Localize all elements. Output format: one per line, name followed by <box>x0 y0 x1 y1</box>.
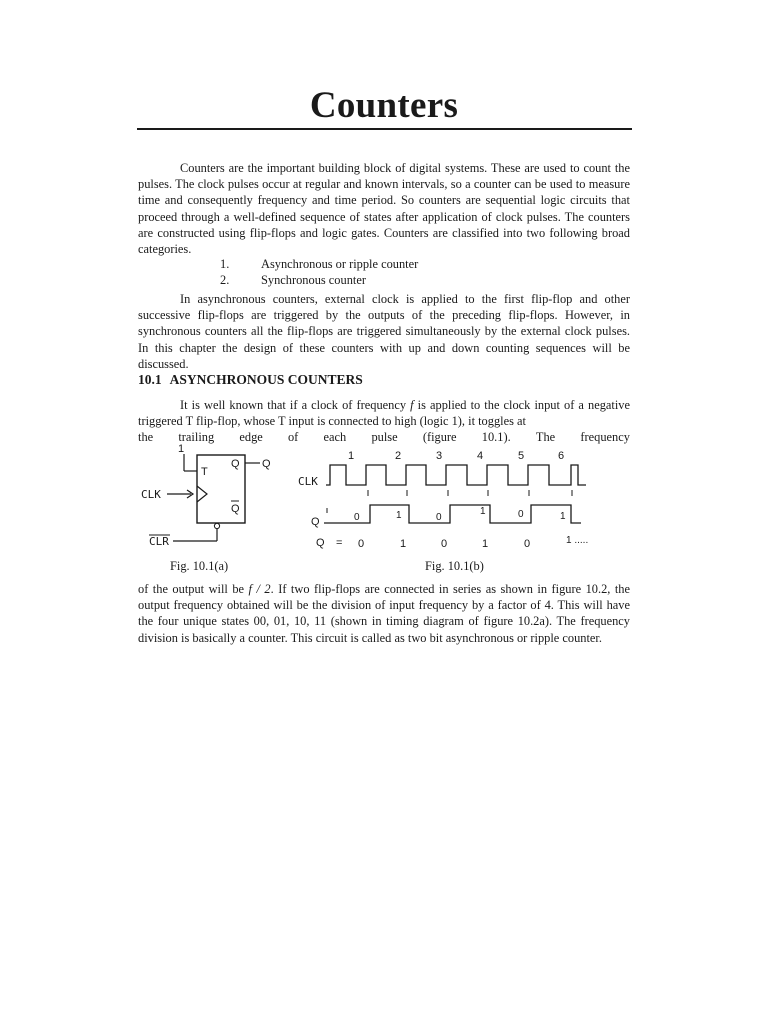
pulse-number: 1 <box>348 450 355 462</box>
fourth-paragraph <box>138 581 630 646</box>
third-paragraph-body <box>138 397 630 429</box>
list-item-label: Synchronous counter <box>261 273 366 287</box>
word: trailing <box>178 430 215 445</box>
word: of <box>287 430 299 445</box>
figure-caption-a: Fig. 10.1(a) <box>170 559 229 573</box>
pulse-number: 4 <box>477 450 484 462</box>
clr-bubble <box>214 523 219 528</box>
figure-caption-b: Fig. 10.1(b) <box>425 559 484 573</box>
q-row-value: 1 <box>400 538 407 550</box>
timing-diagram <box>296 445 596 550</box>
section-number: 10.1 <box>138 372 162 387</box>
q-level: 0 <box>354 512 360 523</box>
q-row-label: Q <box>316 537 325 549</box>
fourth-paragraph-after-f: . If two flip-flops are connected in series as shown in figure 10.2, the output frequency obtained will be the division of input frequency by a factor of 4. This will have the four unique states 00, 01, 10, 11 (shown in timing diagram of figure 10.2a). The frequency division is basically a counter. This circuit is called as two bit asynchronous or ripple counter. <box>138 582 630 645</box>
word: 10.1). <box>481 430 511 445</box>
pulse-number: 6 <box>558 450 565 462</box>
list-item <box>220 256 418 272</box>
word: The <box>535 430 556 445</box>
q-row-value: 1 ..... <box>566 535 589 546</box>
q-level: 0 <box>518 509 524 520</box>
clk-waveform <box>326 465 586 485</box>
third-paragraph-after-f: is applied to the clock input of a negative triggered T flip-flop, whose T input is connected to high (logic 1), it toggles at <box>138 398 630 429</box>
clr-label: CLR <box>149 535 169 548</box>
word: edge <box>239 430 263 445</box>
third-paragraph-before-f: It is well known that if a clock of frequency <box>180 398 407 412</box>
word: frequency <box>580 430 630 445</box>
list-item <box>220 272 418 288</box>
word: each <box>323 430 347 445</box>
clock-edge-symbol <box>197 486 207 502</box>
q-level: 1 <box>560 511 566 522</box>
q-pin-label: Q <box>231 458 240 470</box>
q-output-label: Q <box>262 458 271 470</box>
fourth-paragraph-before-f: of the output will be <box>138 582 245 596</box>
frequency-symbol: f <box>410 398 414 412</box>
q-level: 1 <box>396 510 402 521</box>
second-paragraph <box>138 291 630 372</box>
clk-waveform-label: CLK <box>298 475 318 488</box>
page-title: Counters <box>309 85 459 126</box>
q-row-value: 0 <box>441 538 448 550</box>
q-row-value: 1 <box>482 538 489 550</box>
clk-label: CLK <box>141 488 161 501</box>
section-title: ASYNCHRONOUS COUNTERS <box>169 372 363 387</box>
half-frequency-symbol: f / 2 <box>248 582 271 596</box>
list-item-number: 2. <box>220 273 230 287</box>
pulse-number: 2 <box>395 450 402 462</box>
second-paragraph-text: In asynchronous counters, external clock is applied to the first flip-flop and other successive flip-flops are triggered by the outputs of the preceding flip-flops. However, in synchronous counters all the flip-flops are triggered simultaneously by the external clock pulses. In this chapter the design of these counters with up and down counting sequences will be discussed. <box>138 292 630 371</box>
qbar-pin-label: Q <box>231 503 240 515</box>
pulse-number: 3 <box>436 450 443 462</box>
intro-paragraph <box>138 160 630 257</box>
t-input-value: 1 <box>178 443 185 455</box>
q-waveform-label: Q <box>311 516 320 528</box>
section-heading <box>138 372 363 388</box>
pulse-number: 5 <box>518 450 525 462</box>
q-waveform <box>324 505 581 523</box>
t-flip-flop-diagram <box>137 440 287 550</box>
q-row-value: 0 <box>524 538 531 550</box>
word: the <box>138 430 154 445</box>
list-item-number: 1. <box>220 257 230 271</box>
q-row-value: 0 <box>358 538 365 550</box>
word: (figure <box>422 430 457 445</box>
category-list <box>220 256 418 288</box>
intro-paragraph-text: Counters are the important building block of digital systems. These are used to count the pulses. The clock pulses occur at regular and known intervals, so a counter can be used to measure time and consequently frequency and time period. So counters are sequential logic circuits that proceed through a well-defined sequence of states after application of clock pulses. The counters are constructed using flip-flops and logic gates. Counters are classified into two following broad categories. <box>138 161 630 257</box>
title-underline <box>137 128 632 130</box>
list-item-label: Asynchronous or ripple counter <box>261 257 419 271</box>
q-level: 1 <box>480 506 486 517</box>
third-paragraph <box>138 397 630 446</box>
word: pulse <box>371 430 398 445</box>
q-level: 0 <box>436 512 442 523</box>
q-row-equals: = <box>336 537 343 549</box>
t-pin-label: T <box>201 466 208 478</box>
